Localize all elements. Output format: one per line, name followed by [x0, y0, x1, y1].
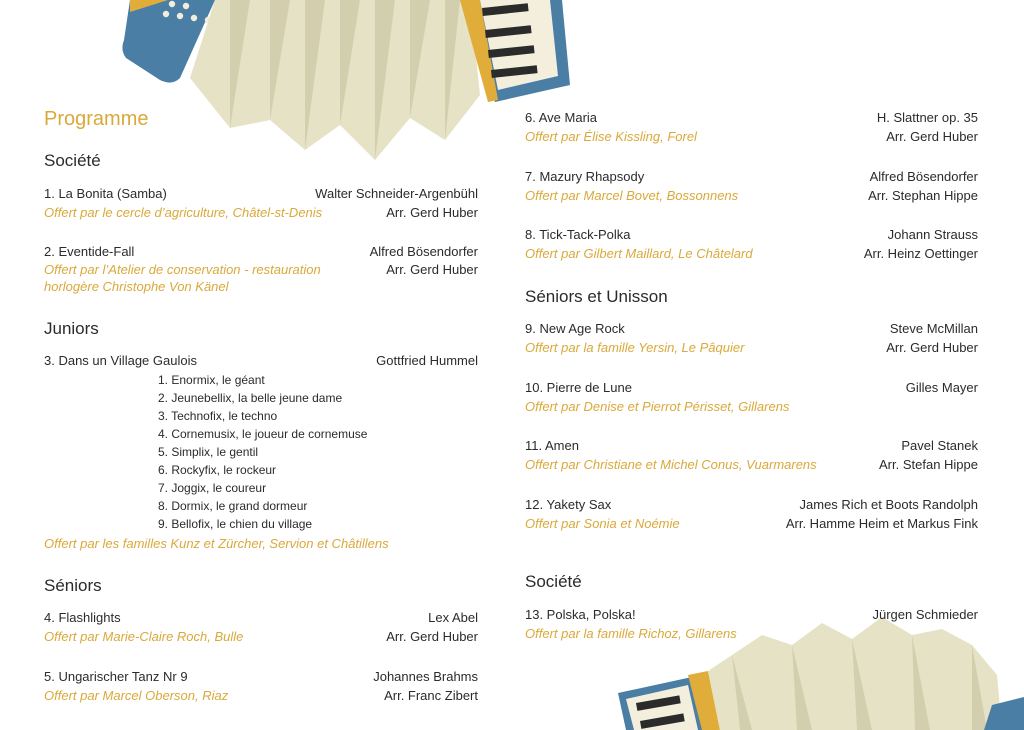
piece-title: 8. Tick-Tack-Polka: [525, 227, 631, 242]
piece-composer: Johannes Brahms: [373, 669, 478, 684]
piece-title: 1. La Bonita (Samba): [44, 186, 167, 201]
movement-item: 4. Cornemusix, le joueur de cornemuse: [158, 427, 368, 441]
piece-composer: Pavel Stanek: [901, 438, 978, 453]
piece-composer: Steve McMillan: [889, 321, 978, 336]
piece-title: 9. New Age Rock: [525, 321, 625, 336]
movement-item: 2. Jeunebellix, la belle jeune dame: [158, 391, 343, 405]
movement-item: 6. Rockyfix, le rockeur: [158, 463, 277, 477]
piece-composer: Gottfried Hummel: [376, 353, 478, 368]
piece-arranger: Arr. Gerd Huber: [386, 629, 478, 644]
piece-composer: Johann Strauss: [887, 227, 978, 242]
piece-composer: Gilles Mayer: [905, 380, 978, 395]
piece-title: 10. Pierre de Lune: [525, 380, 632, 395]
piece-sponsor: Offert par Gilbert Maillard, Le Châtelard: [525, 246, 753, 261]
piece-title: 2. Eventide-Fall: [44, 244, 135, 259]
piece-sponsor: Offert par le cercle d’agriculture, Châtel-st-Denis: [44, 205, 323, 220]
piece-composer: Lex Abel: [428, 610, 478, 625]
piece-sponsor: Offert par Sonia et Noémie: [525, 516, 680, 531]
movement-item: 5. Simplix, le gentil: [158, 445, 259, 459]
movement-item: 1. Enormix, le géant: [158, 373, 265, 387]
section-heading-juniors: Juniors: [44, 319, 99, 338]
programme-heading: Programme: [44, 108, 149, 130]
piece-arranger: Arr. Heinz Oettinger: [863, 246, 978, 261]
piece-title: 3. Dans un Village Gaulois: [44, 353, 197, 368]
right-column: [525, 0, 978, 730]
movement-item: 9. Bellofix, le chien du village: [158, 517, 313, 531]
piece-composer: James Rich et Boots Randolph: [799, 497, 978, 512]
piece-title: 4. Flashlights: [44, 610, 121, 625]
piece-arranger: Arr. Stephan Hippe: [868, 188, 978, 203]
movement-item: 8. Dormix, le grand dormeur: [158, 499, 308, 513]
piece-arranger: Arr. Hamme Heim et Markus Fink: [785, 516, 978, 531]
movement-item: 3. Technofix, le techno: [158, 409, 278, 423]
movement-item: 7. Joggix, le coureur: [158, 481, 267, 495]
piece-arranger: Arr. Gerd Huber: [386, 262, 478, 277]
piece-composer: Alfred Bösendorfer: [369, 244, 478, 259]
piece-sponsor: Offert par Marcel Bovet, Bossonnens: [525, 188, 739, 203]
piece-composer: Alfred Bösendorfer: [869, 169, 978, 184]
piece-sponsor: Offert par Marie-Claire Roch, Bulle: [44, 629, 244, 644]
piece-composer: Walter Schneider-Argenbühl: [315, 186, 478, 201]
piece-sponsor: Offert par Marcel Oberson, Riaz: [44, 688, 229, 703]
piece-composer: Jürgen Schmieder: [872, 607, 978, 622]
piece-title: 5. Ungarischer Tanz Nr 9: [44, 669, 188, 684]
piece-arranger: Arr. Franc Zibert: [384, 688, 478, 703]
piece-sponsor: Offert par la famille Richoz, Gillarens: [525, 626, 737, 641]
piece-arranger: Arr. Gerd Huber: [886, 340, 978, 355]
piece-sponsor: Offert par les familles Kunz et Zürcher, Servion et Châtillens: [44, 536, 389, 551]
piece-title: 12. Yakety Sax: [525, 497, 612, 512]
piece-arranger: Arr. Gerd Huber: [886, 129, 978, 144]
piece-sponsor: Offert par Élise Kissling, Forel: [525, 129, 697, 144]
left-column: [44, 0, 478, 730]
piece-sponsor: Offert par Denise et Pierrot Périsset, Gillarens: [525, 399, 790, 414]
section-heading-societe: Société: [44, 151, 101, 170]
piece-title: 13. Polska, Polska!: [525, 607, 636, 622]
piece-title: 7. Mazury Rhapsody: [525, 169, 645, 184]
piece-sponsor: Offert par l’Atelier de conservation - restauration: [44, 262, 321, 277]
piece-composer: H. Slattner op. 35: [876, 110, 978, 125]
section-heading-seniors-unisson: Séniors et Unisson: [525, 287, 668, 306]
piece-title: 11. Amen: [525, 438, 579, 453]
piece-sponsor-line2: horlogère Christophe Von Känel: [44, 279, 229, 294]
piece-arranger: Arr. Stefan Hippe: [879, 457, 978, 472]
piece-arranger: Arr. Gerd Huber: [386, 205, 478, 220]
section-heading-seniors: Séniors: [44, 576, 102, 595]
piece-sponsor: Offert par Christiane et Michel Conus, Vuarmarens: [525, 457, 817, 472]
section-heading-societe-2: Société: [525, 572, 582, 591]
piece-sponsor: Offert par la famille Yersin, Le Pâquier: [525, 340, 745, 355]
piece-title: 6. Ave Maria: [525, 110, 598, 125]
